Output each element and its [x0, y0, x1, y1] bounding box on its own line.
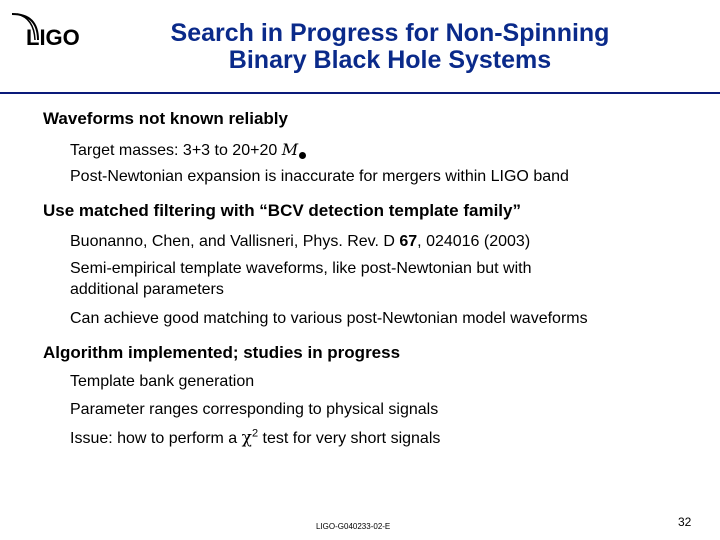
bullet-good-matching: Can achieve good matching to various post-Newtonian model waveforms [70, 310, 588, 327]
ligo-logo [8, 10, 98, 50]
title-line-2: Binary Black Hole Systems [228, 46, 552, 74]
document-id: LIGO-G040233-02-E [316, 522, 391, 531]
bullet-text: Target masses: 3+3 to 20+20 [70, 142, 278, 159]
bullet-reference [70, 232, 530, 252]
bullet-semi-empirical-line2: additional parameters [70, 281, 224, 298]
reference-authors: Buonanno, Chen, and Vallisneri, Phys. Rev. D [70, 233, 395, 250]
title-divider [0, 92, 720, 94]
bullet-text: Issue: how to perform a [70, 430, 238, 447]
title-line-1: Search in Progress for Non-Spinning [170, 19, 610, 47]
reference-pages: , 024016 (2003) [417, 233, 531, 250]
chi-symbol: χ [241, 428, 252, 448]
bullet-template-bank: Template bank generation [70, 373, 255, 390]
section-heading-algorithm: Algorithm implemented; studies in progress [43, 343, 401, 362]
section-heading-waveforms: Waveforms not known reliably [43, 109, 288, 128]
bullet-chi2-test [70, 428, 440, 449]
svg-text:LIGO: LIGO [26, 25, 80, 50]
bullet-pn-inaccurate: Post-Newtonian expansion is inaccurate for mergers within LIGO band [70, 168, 569, 185]
sun-icon [299, 152, 306, 159]
section-heading-matched-filtering: Use matched filtering with “BCV detection template family” [43, 201, 521, 220]
bullet-text-end: test for very short signals [258, 430, 441, 447]
bullet-target-masses [70, 140, 306, 161]
slide-title [110, 20, 670, 74]
bullet-semi-empirical-line1: Semi-empirical template waveforms, like post-Newtonian but with [70, 260, 532, 277]
reference-volume: 67 [399, 233, 418, 250]
bullet-parameter-ranges: Parameter ranges corresponding to physical signals [70, 401, 439, 418]
superscript-2: 2 [251, 427, 259, 440]
solar-mass-symbol: M [281, 140, 299, 159]
page-number: 32 [678, 515, 692, 529]
